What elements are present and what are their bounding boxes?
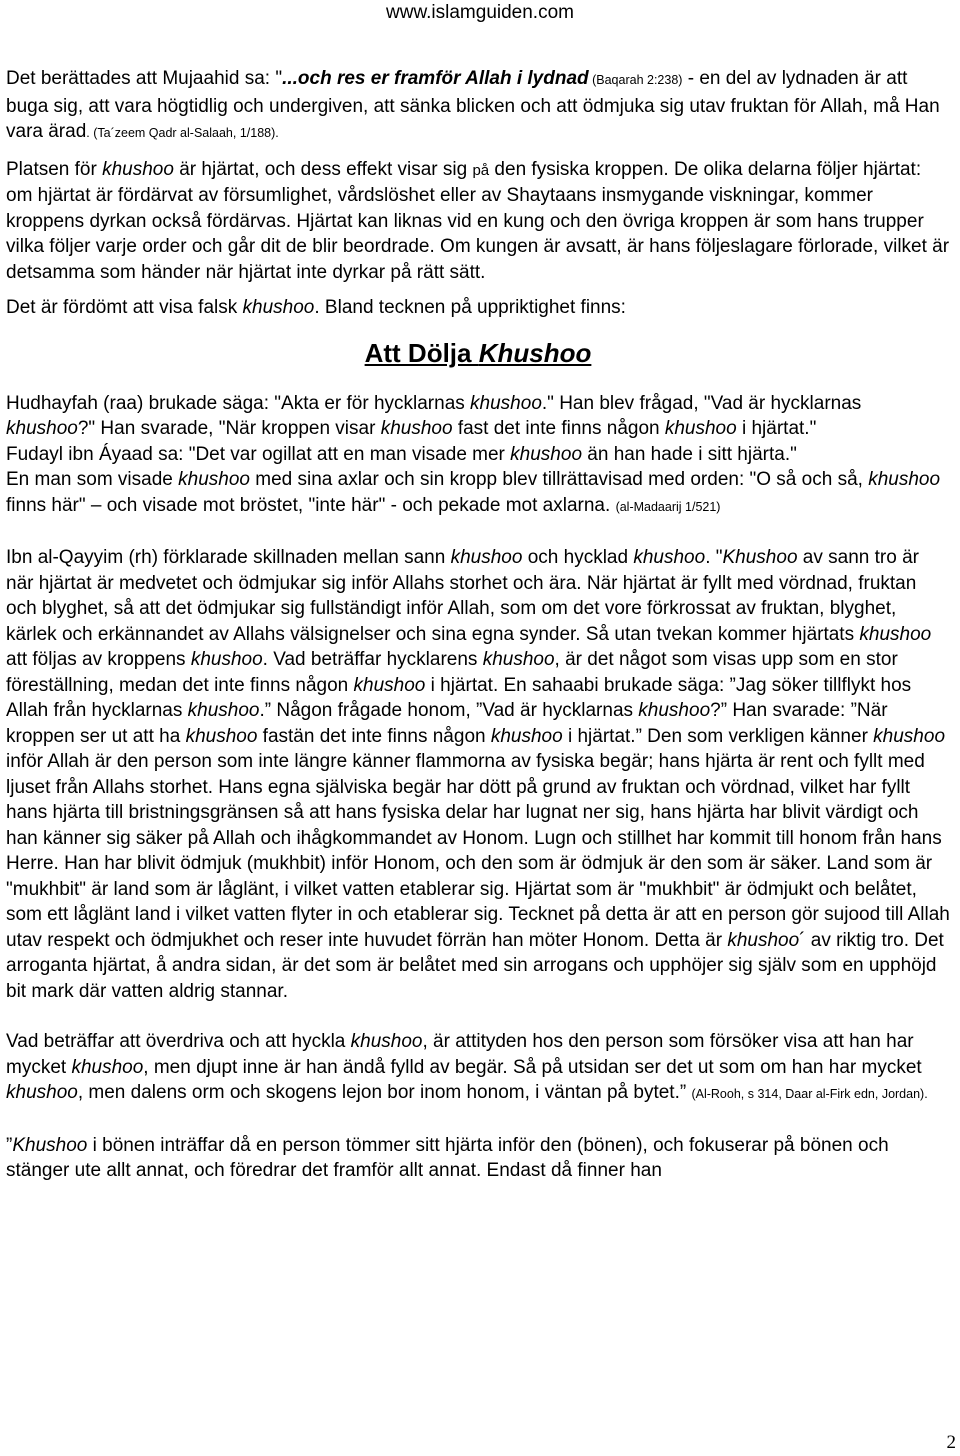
reference: (Al-Rooh, s 314, Daar al-Firk edn, Jordan). <box>691 1087 928 1101</box>
reference: (Baqarah 2:238) <box>588 73 683 87</box>
paragraph-prayer <box>6 1133 950 1184</box>
text: . Bland tecknen på uppriktighet finns: <box>314 297 626 318</box>
text: i hjärtat. En sahaabi brukade säga: ”Jag söker tillflykt hos Allah från hycklarnas <box>6 674 912 721</box>
paragraph-mujaahid <box>6 66 950 147</box>
term: khushoo <box>470 392 542 414</box>
paragraph-heart <box>6 157 950 286</box>
text: på <box>472 161 490 179</box>
term: khushoo <box>868 469 941 490</box>
text: , men dalens orm och skogens lejon bor inom honom, i väntan på bytet.” <box>77 1082 692 1103</box>
paragraph-hudhayfah <box>6 391 950 442</box>
term: khushoo <box>482 649 555 670</box>
reference: . (Ta´zeem Qadr al-Salaah, 1/188). <box>86 126 279 140</box>
term: khushoo <box>353 674 426 696</box>
section-heading <box>6 337 950 369</box>
text: , är det något som visas upp som en stor föreställning, medan det inte finns någon <box>6 649 898 696</box>
text: Det är fördömt att visa falsk <box>6 297 243 318</box>
text: ´ av riktig tro. Det arroganta hjärtat, å andra sidan, är det som är belåtet med sin arrogans och upphöjer sig själv som en upphöjd bit mark där vatten aldrig stannar. <box>6 929 944 1002</box>
text: ." Han blev frågad, "Vad är hycklarnas <box>541 392 862 414</box>
paragraph-exaggerate <box>6 1029 950 1108</box>
text: Hudhayfah (raa) brukade säga: "Akta er för hycklarnas <box>6 392 471 414</box>
text: En man som visade <box>6 469 179 490</box>
text: . " <box>705 547 723 568</box>
term: khushoo <box>490 725 563 747</box>
text: inför Allah är den person som inte längre känner flammorna av fysiska begär; hans hjärta är rent och fyllt med ljuset från Allahs storhet. Hans egna själviska begär har dött på grund av fruktan och vördnad, vilket har fyllt hans hjärta till bristningsgränsen så att hans fysiska delar har lugnat ner sig, hans hjärta har blivit värdigt och han känner sig säker på Allah och ihågkommandet av Honom. Lugn och stillhet har kommit till honom från hans Herre. Han har blivit ödmjuk (mukhbit) inför Honom, och den som är ödmjuk är den som är säker. Land som är "mukhbit" är land som är låglänt, i vilket vatten etablerar sig. Hjärtat som är "mukhbit" är ödmjukt och belåtet, som ett låglänt land i vilket vatten flyter in och etablerar sig. Tecknet på detta är att en person gör sujood till Allah utav respekt och ödmjukhet och reser inte huvudet förrän han möter Honom. Detta är <box>6 751 950 951</box>
term: khushoo <box>102 158 174 180</box>
term: khushoo <box>638 700 711 721</box>
term: khushoo <box>71 1056 144 1078</box>
term: khushoo <box>380 418 453 439</box>
term: khushoo <box>6 1082 78 1103</box>
text: finns här" – och visade mot bröstet, "inte här" - och pekade mot axlarna. <box>6 494 616 516</box>
text: , men djupt inne är han ändå fylld av begär. Så på utsidan ser det ut som om han har mycket <box>143 1056 922 1078</box>
reference: (al-Madaarij 1/521) <box>615 499 721 514</box>
term: khushoo <box>873 725 946 747</box>
paragraph-false-khushoo <box>6 295 950 321</box>
page-number: 2 <box>946 1432 956 1453</box>
term: khushoo <box>350 1031 423 1052</box>
paragraph-fudayl <box>6 442 950 468</box>
text: i hjärtat.” Den som verkligen känner <box>562 725 874 747</box>
text: är hjärtat, och dess effekt visar sig <box>173 158 473 180</box>
text: ?" Han svarade, "När kroppen visar <box>77 418 381 439</box>
text: den fysiska kroppen. De olika delarna följer hjärtat: om hjärtat är fördärvat av försumlighet, vårdslöshet eller av Shaytaans insmygande viskningar, kommer kroppens dyrkan också fördärvas. Hjärtat kan liknas vid en kung och den övriga kroppen är som hans trupper vilka följer varje order och går dit de blir beordrade. Om kungen är avsatt, är hans följeslagare förlorade, vilket är detsamma som händer när hjärtat inte dyrkar på rätt sätt. <box>6 158 950 283</box>
paragraph-ibn-qayyim <box>6 545 950 1004</box>
text: än han hade i sitt hjärta." <box>582 443 797 465</box>
quran-quote: ...och res er framför Allah i lydnad <box>282 68 589 89</box>
text: med sina axlar och sin kropp blev tillrättavisad med orden: "O så och så, <box>249 469 869 490</box>
term: khushoo <box>510 443 583 465</box>
term: khushoo <box>242 297 315 318</box>
text: Ibn al-Qayyim (rh) förklarade skillnaden mellan sann <box>6 547 451 568</box>
term: khushoo <box>450 547 523 568</box>
text: fast det inte finns någon <box>452 418 665 439</box>
text: . Vad beträffar hycklarens <box>262 649 483 670</box>
text: ” <box>6 1134 13 1156</box>
text: Det berättades att Mujaahid sa: " <box>6 68 283 89</box>
text: och hycklad <box>522 547 634 568</box>
text: .” Någon frågade honom, ”Vad är hycklarnas <box>259 700 639 721</box>
term: khushoo <box>633 547 706 568</box>
term: khushoo <box>6 418 78 439</box>
term: Khushoo <box>12 1134 88 1156</box>
term: khushoo <box>859 623 932 645</box>
text: fastän det inte finns någon <box>257 725 491 747</box>
text: Platsen för <box>6 158 103 180</box>
text: , är attityden hos den person som försöker visa att han har mycket <box>6 1031 914 1078</box>
term: Khushoo <box>722 547 798 568</box>
site-header: www.islamguiden.com <box>386 2 574 23</box>
text: ?” Han svarade: ”När kroppen ser ut att ha <box>6 700 888 747</box>
text: i bönen inträffar då en person tömmer sitt hjärta inför den (bönen), och fokuserar på bönen och stänger ute allt annat, och föredrar det framför allt annat. Endast då finner han <box>6 1134 889 1181</box>
term: khushoo <box>178 469 250 490</box>
term: khushoo <box>185 725 258 747</box>
term: khushoo <box>664 418 737 439</box>
text: Vad beträffar att överdriva och att hyckla <box>6 1031 351 1052</box>
paragraph-man <box>6 467 950 520</box>
text: att följas av kroppens <box>6 649 191 670</box>
heading-term: Khushoo <box>478 337 592 368</box>
heading-text: Att Dölja <box>364 337 479 368</box>
document-body <box>6 66 950 1184</box>
text: - en del av lydnaden är att buga sig, att vara högtidlig och undergiven, att sänka blicken och att ödmjuka sig utav fruktan för Allah, må Han vara ärad <box>6 68 940 142</box>
term: khushoo <box>187 700 260 721</box>
text: Fudayl ibn Áyaad sa: "Det var ogillat att en man visade mer <box>6 443 511 465</box>
term: khushoo <box>190 649 263 670</box>
term: khushoo <box>727 929 800 951</box>
text: av sann tro är när hjärtat är medvetet och ödmjukar sig inför Allahs storhet och ära. När hjärtat är fyllt med vördnad, fruktan och blyghet, så att det ödmjukar sig fullständigt inför Allah, som om det vore förkrossat av fruktan, blyghet, kärlek och erkännandet av Allahs välsignelser och sina egna synder. Så utan tvekan kommer hjärtats <box>6 547 919 645</box>
text: i hjärtat." <box>736 418 817 439</box>
